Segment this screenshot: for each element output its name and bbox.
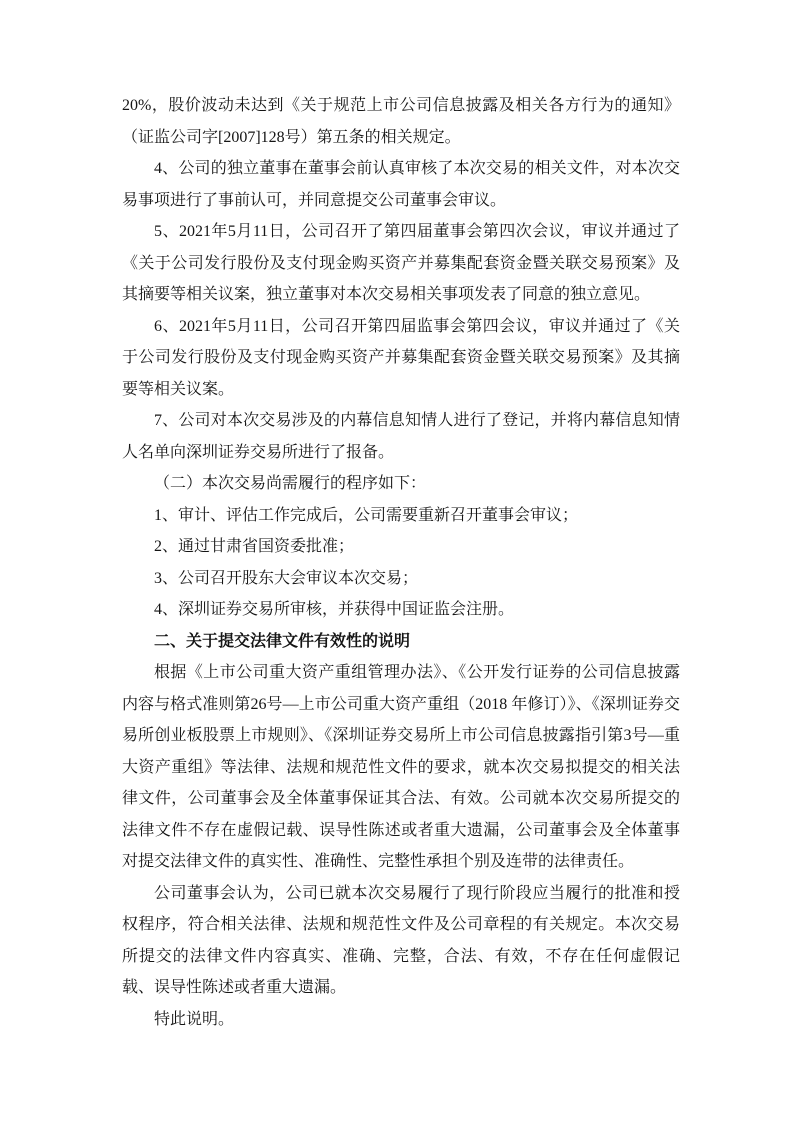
paragraph-item-4: 4、公司的独立董事在董事会前认真审核了本次交易的相关文件，对本次交易事项进行了事前认可，并同意提交公司董事会审议。	[122, 160, 680, 209]
paragraph-subsection-2: （二）本次交易尚需履行的程序如下：	[154, 475, 427, 492]
paragraph-continuation: 20%，股价波动未达到《关于规范上市公司信息披露及相关各方行为的通知》（证监公司字[2007]128号）第五条的相关规定。	[122, 97, 680, 146]
document-body	[122, 90, 680, 1035]
paragraph-procedure-2: 2、通过甘肃省国资委批准；	[154, 538, 355, 555]
paragraph-closing: 特此说明。	[154, 1010, 235, 1028]
paragraph-item-6: 6、2021年5月11日，公司召开第四届监事会第四会议，审议并通过了《关于公司发行股份及支付现金购买资产并募集配套资金暨关联交易预案》及其摘要等相关议案。	[122, 317, 680, 398]
section-heading: 二、关于提交法律文件有效性的说明	[154, 632, 411, 650]
paragraph-procedure-3: 3、公司召开股东大会审议本次交易；	[154, 569, 419, 587]
paragraph-procedure-4: 4、深圳证券交易所审核，并获得中国证监会注册。	[154, 601, 515, 618]
paragraph-procedure-1: 1、审计、评估工作完成后，公司需要重新召开董事会审议；	[154, 506, 579, 524]
paragraph-item-7: 7、公司对本次交易涉及的内幕信息知情人进行了登记，并将内幕信息知情人名单向深圳证券交易所进行了报备。	[122, 412, 680, 461]
paragraph-item-5: 5、2021年5月11日，公司召开了第四届董事会第四次会议，审议并通过了《关于公司发行股份及支付现金购买资产并募集配套资金暨关联交易预案》及其摘要等相关议案，独立董事对本次交易相关事项发表了同意的独立意见。	[122, 223, 680, 303]
paragraph-board-opinion: 公司董事会认为，公司已就本次交易履行了现行阶段应当履行的批准和授权程序，符合相关法律、法规和规范性文件及公司章程的有关规定。本次交易所提交的法律文件内容真实、准确、完整，合法、有效，不存在任何虚假记载、误导性陈述或者重大遗漏。	[122, 884, 680, 996]
paragraph-legal-basis: 根据《上市公司重大资产重组管理办法》、《公开发行证券的公司信息披露内容与格式准则第26号—上市公司重大资产重组（2018 年修订）》、《深圳证券交易所创业板股票上市规则》、《深圳证券交易所上市公司信息披露指引第3号—重大资产重组》等法律、法规和规范性文件的要求，就本次交易拟提交的相关法律文件，公司董事会及全体董事保证其合法、有效。公司就本次交易所提交的法律文件不存在虚假记载、误导性陈述或者重大遗漏，公司董事会及全体董事对提交法律文件的真实性、准确性、完整性承担个别及连带的法律责任。	[122, 664, 680, 870]
